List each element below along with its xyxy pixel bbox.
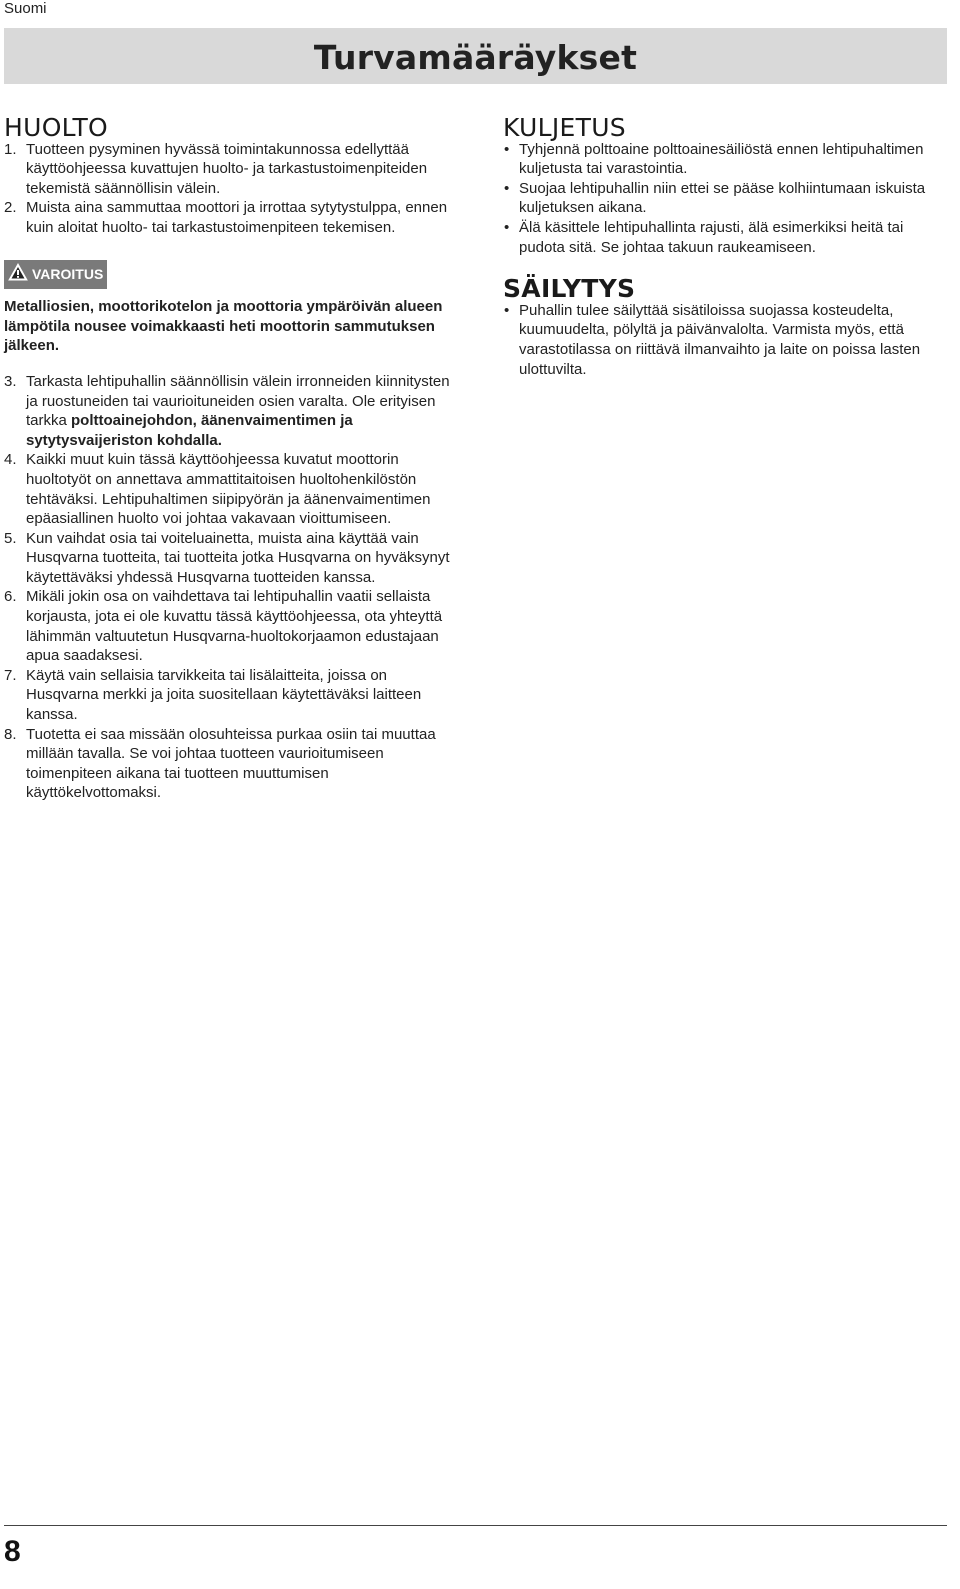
maintenance-list-b [4,372,454,803]
warning-label: VAROITUS [32,265,104,282]
list-item: 5. Kun vaihdat osia tai voiteluainetta, muista aina käyttää vain Husqvarna tuotteita, tai tuotteita jotka Husqvarna on hyväksynyt käytettäväksi yhdessä Husqvarna tuotteiden kanssa. [4,529,450,586]
warning-text: Metalliosien, moottorikotelon ja moottoria ympäröivän alueen lämpötila nousee voimakkaasti heti moottorin sammutuksen jälkeen. [4,298,443,355]
section-heading-sailytys: SÄILYTYS [503,274,636,304]
emphasis-text: polttoainejohdon, äänenvaimentimen ja sytytysvaijeriston kohdalla. [26,412,353,449]
warning-triangle-icon [8,263,28,287]
list-item: • Älä käsittele lehtipuhallinta rajusti, älä esimerkiksi heitä tai pudota sitä. Se johtaa takuun raukeamiseen. [504,218,904,256]
page-number: 8 [4,1535,21,1568]
list-item: 1. Tuotteen pysyminen hyvässä toimintakunnossa edellyttää käyttöohjeessa kuvattujen huolto- ja tarkastustoimenpiteiden tekemistä säännöllisin välein. [4,140,428,197]
list-item: 4. Kaikki muut kuin tässä käyttöohjeessa kuvatut moottorin huoltotyöt on annettava ammattitaitoisen huoltohenkilöstön tehtäväksi. Lehtipuhaltimen siipipyörän ja äänenvaimentimen epäasiallinen huolto voi johtaa vakavaan vioittumiseen. [4,451,431,528]
transport-list [503,140,948,258]
warning-badge [4,260,107,290]
list-item: 3. Tarkasta lehtipuhallin säännöllisin välein irronneiden kiinnitysten ja ruostuneiden tai vaurioituneiden osien varalta. Ole erityisen tarkka polttoainejohdon, äänenvaimentimen ja sytytysvaijeriston kohdalla. [4,372,450,449]
footer-divider [4,1525,947,1526]
maintenance-list-a [4,140,454,238]
left-column [4,113,454,803]
list-item: • Puhallin tulee säilyttää sisätiloissa suojassa kosteudelta, kuumuudelta, pölyltä ja päivänvalolta. Varmista myös, että varastotilassa on riittävä ilmanvaihto ja laite on poissa lasten ulottuvilta. [504,301,921,378]
page-title: Turvamääräykset [313,38,638,77]
right-column [503,113,948,379]
section-heading-kuljetus: KULJETUS [503,113,626,142]
storage-list [503,301,948,379]
list-item: • Suojaa lehtipuhallin niin ettei se pääse kolhiintumaan iskuista kuljetuksen aikana. [504,179,926,217]
list-item: 6. Mikäli jokin osa on vaihdettava tai lehtipuhallin vaatii sellaista korjausta, jota ei ole kuvattu tässä käyttöohjeessa, ota yhteyttä lähimmän valtuutetun Husqvarna-huoltokorjaamon edustajaan apua saadaksesi. [4,588,443,665]
list-item: • Tyhjennä polttoaine polttoainesäiliöstä ennen lehtipuhaltimen kuljetusta tai varastointia. [504,140,924,178]
title-bar [4,28,947,84]
list-item: 7. Käytä vain sellaisia tarvikkeita tai lisälaitteita, joissa on Husqvarna merkki ja joita suositellaan käytettäväksi laitteen kanssa. [4,666,422,724]
list-item: 8. Tuotetta ei saa missään olosuhteissa purkaa osiin tai muuttaa millään tavalla. Se voi johtaa tuotteen vaurioitumiseen toimenpiteen aikana tai tuotteen muuttumisen käyttökelvottomaksi. [4,725,436,802]
list-item: 2. Muista aina sammuttaa moottori ja irrottaa sytytystulppa, ennen kuin aloitat huolto- tai tarkastustoimenpiteen tekemisen. [4,199,448,236]
language-label: Suomi [4,0,47,17]
section-heading-huolto: HUOLTO [4,113,109,142]
